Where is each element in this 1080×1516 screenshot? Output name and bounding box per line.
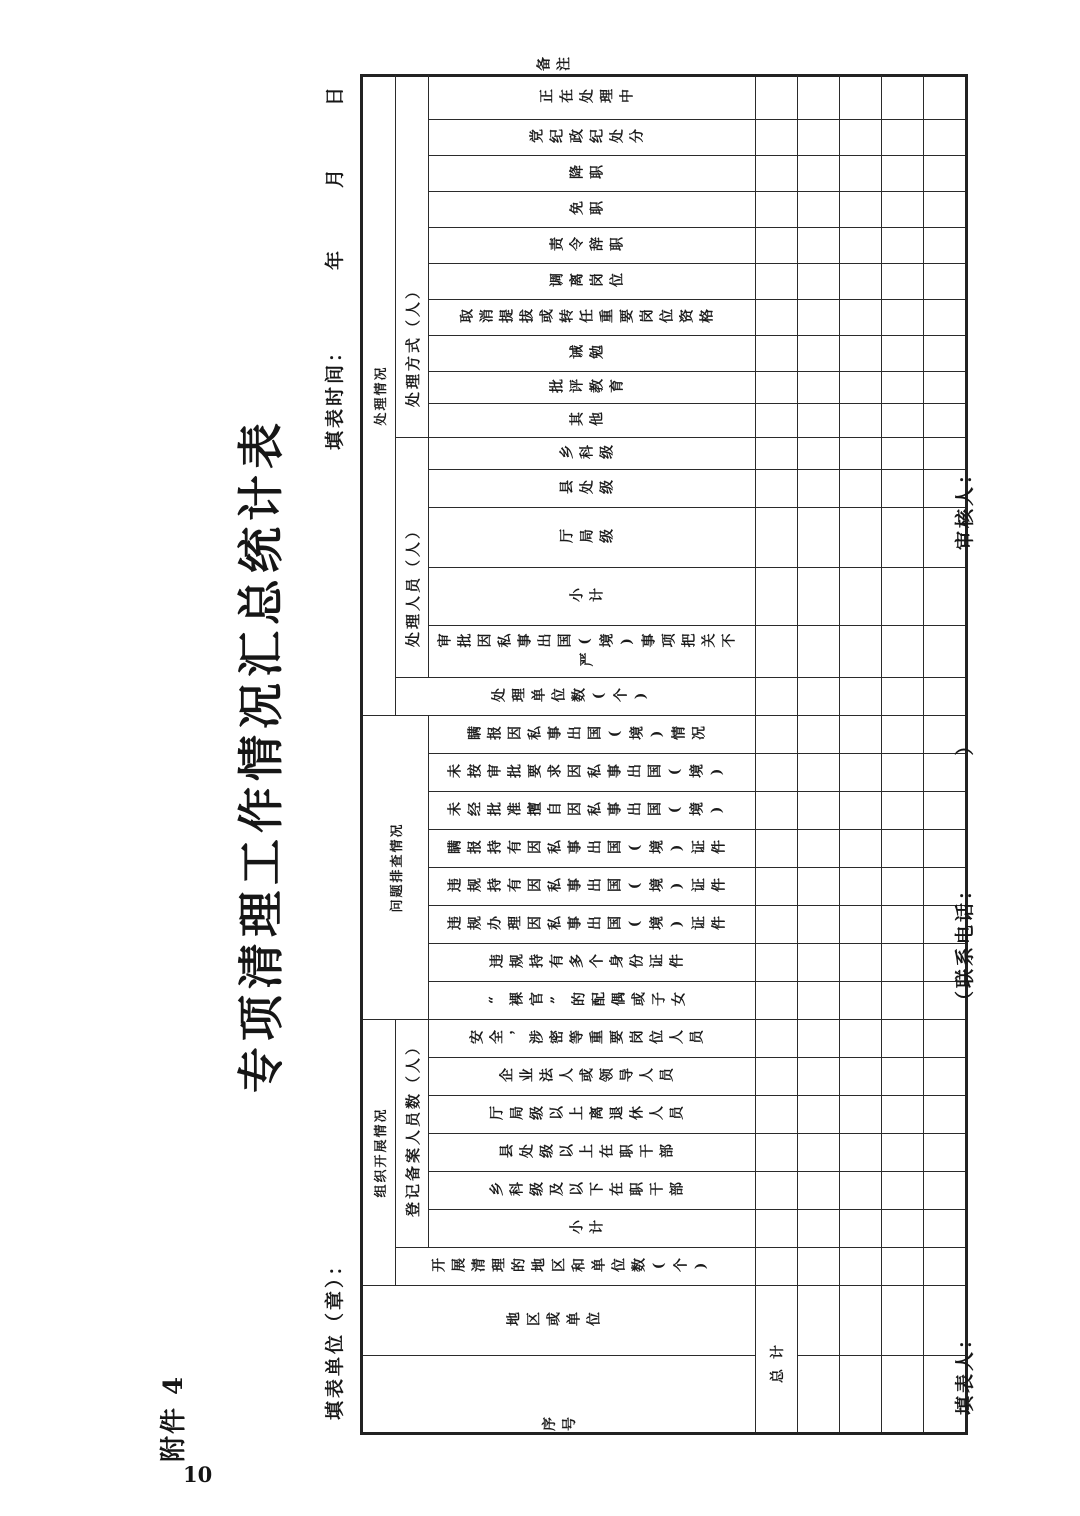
table-cell[interactable]: [882, 75, 924, 119]
table-cell[interactable]: [798, 1356, 840, 1434]
table-cell[interactable]: [840, 867, 882, 905]
table-cell[interactable]: [798, 1286, 840, 1356]
table-cell[interactable]: [882, 867, 924, 905]
table-cell[interactable]: [882, 905, 924, 943]
col-persons-bureau: 厅局级: [429, 507, 756, 567]
table-cell[interactable]: [924, 335, 967, 371]
table-cell[interactable]: [756, 791, 798, 829]
header-row-groups: 序号 地区或单位 组织开展情况 问题排查情况 处理情况 备注: [362, 75, 396, 1433]
table-cell[interactable]: [882, 1286, 924, 1356]
group-handled-persons: 处理人员（人）: [396, 437, 429, 677]
table-cell[interactable]: [798, 155, 840, 191]
table-cell[interactable]: [798, 625, 840, 677]
table-cell[interactable]: [756, 1058, 798, 1096]
table-cell[interactable]: [756, 1172, 798, 1210]
annex-label: 附件 4: [159, 1374, 189, 1462]
col-persons-township: 乡科级: [429, 437, 756, 469]
table-cell[interactable]: [756, 371, 798, 403]
table-cell[interactable]: [756, 753, 798, 791]
table-cell[interactable]: [756, 1248, 798, 1286]
filler-label: 填表人：: [954, 1326, 976, 1415]
table-cell[interactable]: [882, 1096, 924, 1134]
table-cell[interactable]: [882, 677, 924, 715]
col-method-dismiss: 免职: [429, 191, 756, 227]
table-cell[interactable]: [882, 437, 924, 469]
table-cell[interactable]: [924, 1096, 967, 1134]
table-cell[interactable]: [798, 791, 840, 829]
region-header: 地区或单位: [362, 1286, 756, 1356]
table-cell[interactable]: [840, 753, 882, 791]
table-cell[interactable]: [924, 625, 967, 677]
table-row: [798, 75, 840, 1433]
col-reg-bureau-retired: 厅局级以上离退休人员: [429, 1096, 756, 1134]
table-cell[interactable]: [882, 567, 924, 625]
table-cell[interactable]: [798, 1019, 840, 1057]
table-cell[interactable]: [882, 981, 924, 1019]
table-cell[interactable]: [756, 981, 798, 1019]
table-cell[interactable]: [924, 1248, 967, 1286]
table-cell[interactable]: [798, 469, 840, 507]
col-method-demote: 降职: [429, 155, 756, 191]
table-cell[interactable]: [756, 263, 798, 299]
col-persons-other: 其他: [429, 403, 756, 437]
table-cell[interactable]: [756, 191, 798, 227]
table-cell[interactable]: [756, 299, 798, 335]
table-cell[interactable]: [840, 1286, 882, 1356]
table-cell[interactable]: [882, 371, 924, 403]
serial-header: 序号: [362, 1356, 756, 1434]
table-cell[interactable]: [756, 227, 798, 263]
table-cell[interactable]: [756, 943, 798, 981]
table-cell[interactable]: [840, 403, 882, 437]
table-cell[interactable]: [924, 1172, 967, 1210]
table-cell[interactable]: [882, 507, 924, 567]
table-cell[interactable]: [756, 507, 798, 567]
table-cell[interactable]: [882, 191, 924, 227]
table-cell[interactable]: [798, 1096, 840, 1134]
table-cell[interactable]: [798, 943, 840, 981]
table-cell[interactable]: [798, 437, 840, 469]
table-cell[interactable]: [798, 1172, 840, 1210]
col-prob-lax-approval: 审批因私事出国(境)事项把关不严: [429, 625, 756, 677]
table-cell[interactable]: [840, 1096, 882, 1134]
col-prob-conceal-trip: 瞒报因私事出国(境)情况: [429, 715, 756, 753]
table-cell[interactable]: [840, 1172, 882, 1210]
fill-time-label: 填表时间：: [324, 339, 346, 450]
col-method-admonish: 诫勉: [429, 335, 756, 371]
table-cell[interactable]: [840, 905, 882, 943]
table-cell[interactable]: [798, 715, 840, 753]
col-prob-illegal-hold: 违规持有因私事出国(境)证件: [429, 867, 756, 905]
table-cell[interactable]: [924, 263, 967, 299]
table-cell[interactable]: [882, 227, 924, 263]
table-cell[interactable]: [924, 1058, 967, 1096]
table-cell[interactable]: [798, 299, 840, 335]
table-cell[interactable]: [798, 829, 840, 867]
table-cell[interactable]: [882, 943, 924, 981]
table-cell[interactable]: [882, 469, 924, 507]
col-reg-security: 安全，涉密等重要岗位人员: [429, 1019, 756, 1057]
total-row: [756, 75, 798, 1433]
fill-time-line: [320, 84, 347, 450]
table-cell[interactable]: [882, 263, 924, 299]
table-cell[interactable]: [840, 299, 882, 335]
col-reg-township: 乡科级及以下在职干部: [429, 1172, 756, 1210]
table-cell[interactable]: [798, 371, 840, 403]
table-cell[interactable]: [840, 1248, 882, 1286]
table-cell[interactable]: [756, 119, 798, 155]
table-cell[interactable]: [840, 437, 882, 469]
col-prob-multiple-id: 违规持有多个身份证件: [429, 943, 756, 981]
table-cell[interactable]: [840, 567, 882, 625]
col-persons-county: 县处级: [429, 469, 756, 507]
table-cell[interactable]: [798, 1134, 840, 1172]
table-cell[interactable]: [924, 155, 967, 191]
table-cell[interactable]: [756, 829, 798, 867]
table-cell[interactable]: [798, 227, 840, 263]
table-cell[interactable]: [924, 75, 967, 119]
table-cell[interactable]: [840, 469, 882, 507]
table-cell[interactable]: [882, 625, 924, 677]
col-reg-subtotal: 小计: [429, 1210, 756, 1248]
statistics-table: [360, 56, 968, 1435]
col-reg-county: 县处级以上在职干部: [429, 1134, 756, 1172]
phone-label: （联系电话： ）: [954, 733, 976, 1010]
table-cell[interactable]: [882, 403, 924, 437]
table-cell[interactable]: [798, 1248, 840, 1286]
col-method-cancel-promotion: 取消提拔或转任重要岗位资格: [429, 299, 756, 335]
table-cell[interactable]: [756, 625, 798, 677]
table-cell[interactable]: [756, 1210, 798, 1248]
table-cell[interactable]: [840, 1210, 882, 1248]
table-cell[interactable]: [882, 791, 924, 829]
col-method-criticism: 批评教育: [429, 371, 756, 403]
table-cell[interactable]: [882, 1210, 924, 1248]
col-method-transfer: 调离岗位: [429, 263, 756, 299]
table-cell[interactable]: [798, 507, 840, 567]
table-cell[interactable]: [840, 715, 882, 753]
col-persons-subtotal: 小计: [429, 567, 756, 625]
landscape-sheet: [105, 50, 1005, 1480]
table-cell[interactable]: [840, 791, 882, 829]
table-cell[interactable]: [798, 753, 840, 791]
table-cell[interactable]: [798, 119, 840, 155]
total-label: 总计: [756, 1286, 798, 1434]
table-cell[interactable]: [882, 1356, 924, 1434]
table-cell[interactable]: [756, 1096, 798, 1134]
table-cell[interactable]: [840, 625, 882, 677]
table-cell[interactable]: [882, 715, 924, 753]
table-cell[interactable]: [840, 371, 882, 403]
table-cell[interactable]: [882, 753, 924, 791]
table-cell[interactable]: [924, 191, 967, 227]
table-cell[interactable]: [882, 335, 924, 371]
table-cell[interactable]: [756, 905, 798, 943]
table-cell[interactable]: [756, 567, 798, 625]
col-prob-illegal-apply: 违规办理因私事出国(境)证件: [429, 905, 756, 943]
col-org-units: 开展清理的地区和单位数(个): [396, 1248, 756, 1286]
table-cell[interactable]: [924, 1019, 967, 1057]
table-cell[interactable]: [756, 403, 798, 437]
group-registration: 登记备案人员数（人）: [396, 1019, 429, 1247]
table-cell[interactable]: [882, 299, 924, 335]
table-cell[interactable]: [882, 1248, 924, 1286]
table-cell[interactable]: [840, 981, 882, 1019]
col-method-in-process: 正在处理中: [429, 75, 756, 119]
table-cell[interactable]: [882, 1172, 924, 1210]
col-reg-naked-official: “裸官”的配偶或子女: [429, 981, 756, 1019]
col-prob-not-as-required: 未按审批要求因私事出国(境): [429, 753, 756, 791]
table-cell[interactable]: [924, 299, 967, 335]
table-cell[interactable]: [840, 1356, 882, 1434]
col-reg-enterprise: 企业法人或领导人员: [429, 1058, 756, 1096]
group-handling-methods: 处理方式（人）: [396, 75, 429, 437]
table-cell[interactable]: [798, 335, 840, 371]
day-label: 日: [324, 83, 346, 106]
col-method-resign-order: 责令辞职: [429, 227, 756, 263]
table-cell[interactable]: [756, 335, 798, 371]
page-title: 专项清理工作情况汇总统计表: [234, 417, 288, 1093]
table-cell[interactable]: [798, 1058, 840, 1096]
table-cell[interactable]: [756, 677, 798, 715]
table-cell[interactable]: [798, 867, 840, 905]
table-cell[interactable]: [798, 263, 840, 299]
table-cell[interactable]: [798, 677, 840, 715]
table-cell[interactable]: [840, 335, 882, 371]
table-cell[interactable]: [882, 1058, 924, 1096]
group-handling: 处理情况: [362, 75, 396, 715]
table-cell[interactable]: [924, 371, 967, 403]
group-problems: 问题排查情况: [362, 715, 429, 1019]
table-cell[interactable]: [924, 1134, 967, 1172]
table-cell[interactable]: [840, 155, 882, 191]
month-label: 月: [324, 165, 346, 188]
year-label: 年: [324, 247, 346, 270]
table-cell[interactable]: [840, 1019, 882, 1057]
table-cell[interactable]: [924, 567, 967, 625]
table-cell[interactable]: [756, 155, 798, 191]
table-cell[interactable]: [756, 75, 798, 119]
table-cell[interactable]: [798, 403, 840, 437]
table-cell[interactable]: [798, 567, 840, 625]
fill-unit-label: 填表单位（章）：: [324, 1253, 346, 1420]
table-cell[interactable]: [756, 469, 798, 507]
table-row: [840, 75, 882, 1433]
table-cell[interactable]: [840, 1058, 882, 1096]
table-cell[interactable]: [840, 829, 882, 867]
table-cell[interactable]: [924, 119, 967, 155]
table-cell[interactable]: [798, 905, 840, 943]
reviewer-label: 审核人：: [954, 461, 976, 550]
table-cell[interactable]: [840, 227, 882, 263]
table-cell[interactable]: [882, 155, 924, 191]
table-cell[interactable]: [840, 677, 882, 715]
table-cell[interactable]: [924, 227, 967, 263]
table-cell[interactable]: [798, 981, 840, 1019]
page-number: 10: [183, 1462, 213, 1487]
table-cell[interactable]: [798, 1210, 840, 1248]
table-cell[interactable]: [840, 191, 882, 227]
table-cell[interactable]: [882, 1019, 924, 1057]
table-cell[interactable]: [840, 1134, 882, 1172]
table-cell[interactable]: [756, 867, 798, 905]
table-row: [882, 75, 924, 1433]
table-cell[interactable]: [840, 119, 882, 155]
table-cell[interactable]: [924, 403, 967, 437]
table-cell[interactable]: [756, 1019, 798, 1057]
col-method-discipline: 党纪政纪处分: [429, 119, 756, 155]
table-cell[interactable]: [924, 677, 967, 715]
table-cell[interactable]: [756, 715, 798, 753]
header-row-columns: [429, 75, 756, 1433]
table-cell[interactable]: [882, 119, 924, 155]
col-prob-unapproved-trip: 未经批准擅自因私事出国(境): [429, 791, 756, 829]
group-organization: 组织开展情况: [362, 1019, 396, 1285]
table-cell[interactable]: [756, 1134, 798, 1172]
table-cell[interactable]: [840, 75, 882, 119]
table-cell[interactable]: [840, 943, 882, 981]
col-prob-conceal-hold: 瞒报持有因私事出国(境)证件: [429, 829, 756, 867]
table-cell[interactable]: [840, 507, 882, 567]
table-cell[interactable]: [882, 829, 924, 867]
table-cell[interactable]: [924, 1210, 967, 1248]
table-cell[interactable]: [882, 1134, 924, 1172]
table-cell[interactable]: [798, 75, 840, 119]
col-handling-units: 处理单位数(个): [396, 677, 756, 715]
table-cell[interactable]: [840, 263, 882, 299]
table-cell[interactable]: [798, 191, 840, 227]
table-cell[interactable]: [756, 437, 798, 469]
